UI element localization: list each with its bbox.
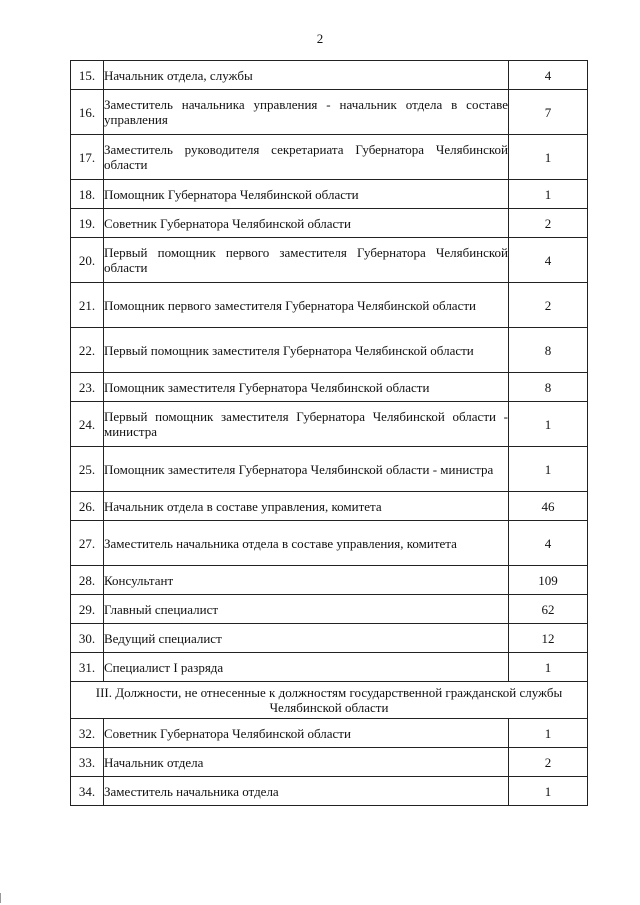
table-row <box>71 180 588 209</box>
position-title: Ведущий специалист <box>104 624 509 653</box>
position-title: Консультант <box>104 566 509 595</box>
row-number: 17. <box>71 135 104 180</box>
scan-edge-mark <box>0 893 5 903</box>
row-number: 16. <box>71 90 104 135</box>
position-count: 8 <box>509 373 588 402</box>
position-count: 8 <box>509 328 588 373</box>
position-title: Начальник отдела, службы <box>104 61 509 90</box>
table-row <box>71 402 588 447</box>
table-row <box>71 566 588 595</box>
position-count: 12 <box>509 624 588 653</box>
row-number: 18. <box>71 180 104 209</box>
row-number: 23. <box>71 373 104 402</box>
position-count: 2 <box>509 748 588 777</box>
position-count: 62 <box>509 595 588 624</box>
position-count: 1 <box>509 777 588 806</box>
position-title: Заместитель начальника отдела <box>104 777 509 806</box>
position-title: Специалист I разряда <box>104 653 509 682</box>
position-count: 2 <box>509 209 588 238</box>
position-title: Советник Губернатора Челябинской области <box>104 209 509 238</box>
position-count: 7 <box>509 90 588 135</box>
table-row <box>71 748 588 777</box>
position-title: Первый помощник заместителя Губернатора Челябинской области - министра <box>104 402 509 447</box>
position-title: Заместитель руководителя секретариата Губернатора Челябинской области <box>104 135 509 180</box>
row-number: 32. <box>71 719 104 748</box>
position-count: 4 <box>509 61 588 90</box>
section-heading: III. Должности, не отнесенные к должностям государственной гражданской службы Челябинской области <box>71 682 588 719</box>
table-row <box>71 328 588 373</box>
position-count: 1 <box>509 402 588 447</box>
position-count: 1 <box>509 135 588 180</box>
row-number: 28. <box>71 566 104 595</box>
row-number: 20. <box>71 238 104 283</box>
row-number: 15. <box>71 61 104 90</box>
position-count: 4 <box>509 521 588 566</box>
position-title: Помощник Губернатора Челябинской области <box>104 180 509 209</box>
table-row <box>71 90 588 135</box>
table-row <box>71 238 588 283</box>
table-row <box>71 653 588 682</box>
row-number: 27. <box>71 521 104 566</box>
table-row <box>71 135 588 180</box>
position-title: Помощник заместителя Губернатора Челябинской области - министра <box>104 447 509 492</box>
table-row <box>71 447 588 492</box>
table-row <box>71 777 588 806</box>
position-count: 4 <box>509 238 588 283</box>
table-row <box>71 373 588 402</box>
row-number: 22. <box>71 328 104 373</box>
position-count: 1 <box>509 653 588 682</box>
row-number: 33. <box>71 748 104 777</box>
position-title: Помощник первого заместителя Губернатора Челябинской области <box>104 283 509 328</box>
position-title: Помощник заместителя Губернатора Челябинской области <box>104 373 509 402</box>
table-row <box>71 624 588 653</box>
position-title: Начальник отдела <box>104 748 509 777</box>
row-number: 31. <box>71 653 104 682</box>
row-number: 34. <box>71 777 104 806</box>
row-number: 21. <box>71 283 104 328</box>
position-count: 1 <box>509 719 588 748</box>
position-title: Советник Губернатора Челябинской области <box>104 719 509 748</box>
position-count: 46 <box>509 492 588 521</box>
position-count: 109 <box>509 566 588 595</box>
table-row <box>71 719 588 748</box>
position-count: 2 <box>509 283 588 328</box>
table-row <box>71 61 588 90</box>
position-count: 1 <box>509 180 588 209</box>
row-number: 26. <box>71 492 104 521</box>
table-row <box>71 209 588 238</box>
table-row <box>71 283 588 328</box>
row-number: 24. <box>71 402 104 447</box>
table-row <box>71 492 588 521</box>
position-count: 1 <box>509 447 588 492</box>
table-row <box>71 521 588 566</box>
row-number: 25. <box>71 447 104 492</box>
row-number: 30. <box>71 624 104 653</box>
row-number: 19. <box>71 209 104 238</box>
section-heading-row <box>71 682 588 719</box>
row-number: 29. <box>71 595 104 624</box>
position-title: Первый помощник первого заместителя Губернатора Челябинской области <box>104 238 509 283</box>
position-title: Заместитель начальника отдела в составе управления, комитета <box>104 521 509 566</box>
position-title: Первый помощник заместителя Губернатора Челябинской области <box>104 328 509 373</box>
staff-positions-table <box>70 60 588 806</box>
page-number: 2 <box>316 31 324 46</box>
position-title: Заместитель начальника управления - начальник отдела в составе управления <box>104 90 509 135</box>
position-title: Начальник отдела в составе управления, комитета <box>104 492 509 521</box>
table-row <box>71 595 588 624</box>
position-title: Главный специалист <box>104 595 509 624</box>
